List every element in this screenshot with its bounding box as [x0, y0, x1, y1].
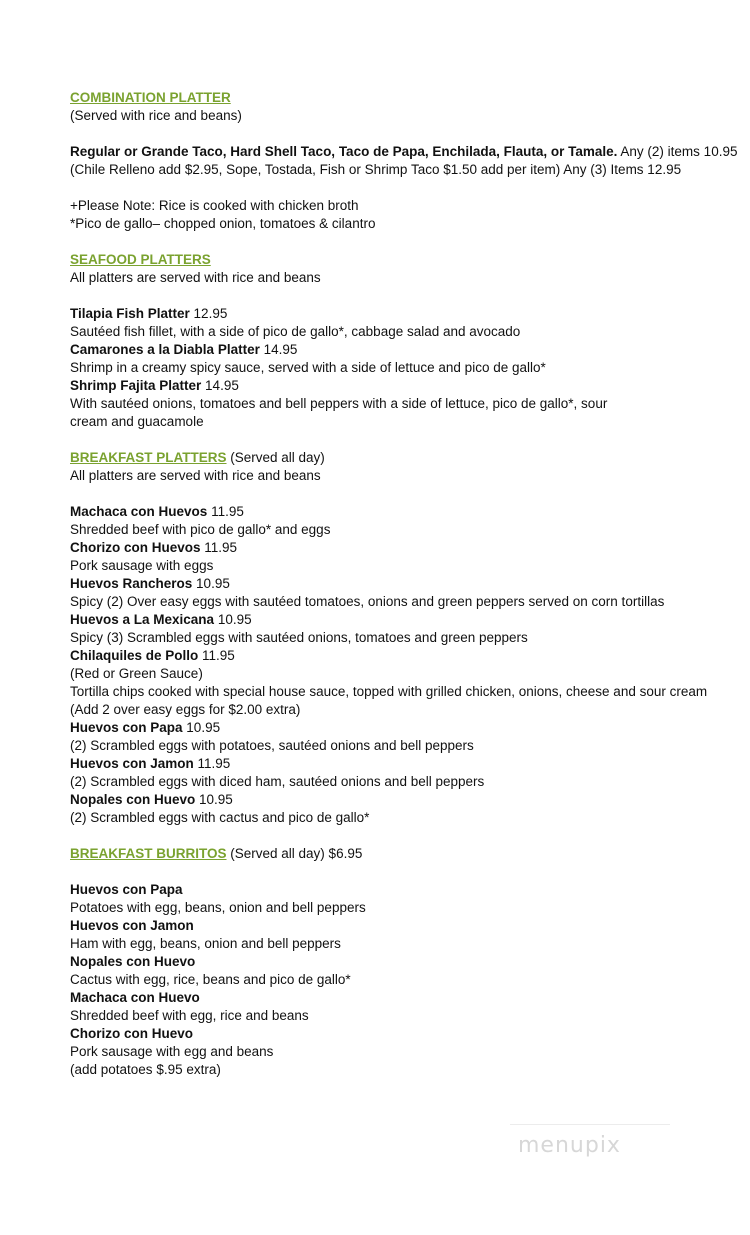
- item-description: (2) Scrambled eggs with cactus and pico de gallo*: [70, 810, 370, 825]
- breakfast-platters-heading: BREAKFAST PLATTERS: [70, 450, 227, 465]
- seafood-heading: SEAFOOD PLATTERS: [70, 252, 211, 267]
- breakfast-burritos-section: [70, 845, 710, 1079]
- menu-item: [70, 719, 710, 755]
- item-description: Ham with egg, beans, onion and bell peppers: [70, 936, 341, 951]
- item-description: (2) Scrambled eggs with potatoes, sautéed onions and bell peppers: [70, 738, 474, 753]
- item-price: 10.95: [214, 612, 252, 627]
- breakfast-platters-subtitle: All platters are served with rice and beans: [70, 468, 321, 483]
- item-price: 10.95: [195, 792, 233, 807]
- seafood-section: [70, 251, 710, 431]
- item-name: Chorizo con Huevo: [70, 1026, 194, 1041]
- item-name: Machaca con Huevos: [70, 504, 208, 519]
- item-price: 14.95: [201, 378, 239, 393]
- seafood-subtitle: All platters are served with rice and beans: [70, 270, 321, 285]
- menu-item: [70, 1025, 710, 1061]
- item-price: 11.95: [200, 540, 238, 555]
- item-name: Machaca con Huevo: [70, 990, 200, 1005]
- item-price: 11.95: [198, 648, 235, 663]
- menu-item: [70, 575, 710, 611]
- menu-item: [70, 917, 710, 953]
- breakfast-platters-section: [70, 449, 710, 827]
- combination-section: [70, 89, 738, 233]
- menu-item: [70, 647, 710, 719]
- breakfast-platters-note: (Served all day): [226, 450, 325, 465]
- menu-item: [70, 791, 710, 827]
- item-name: Huevos con Papa: [70, 720, 183, 735]
- combination-items: [70, 143, 738, 161]
- menupix-watermark: [510, 1124, 670, 1171]
- item-price: 10.95: [182, 720, 221, 735]
- item-name: Huevos Rancheros: [70, 576, 193, 591]
- item-description: Sautéed fish fillet, with a side of pico de gallo*, cabbage salad and avocado: [70, 324, 521, 339]
- combination-subtitle: (Served with rice and beans): [70, 108, 242, 123]
- pico-note: *Pico de gallo– chopped onion, tomatoes & cilantro: [70, 216, 376, 231]
- item-description: With sautéed onions, tomatoes and bell peppers with a side of lettuce, pico de gallo*, sour cream and guacamole: [70, 396, 608, 429]
- item-name: Camarones a la Diabla Platter: [70, 342, 260, 357]
- menu-item: [70, 539, 710, 575]
- menu-item: [70, 377, 710, 431]
- item-description: Tortilla chips cooked with special house sauce, topped with grilled chicken, onions, cheese and sour cream: [70, 684, 708, 699]
- menu-item: [70, 989, 710, 1025]
- menu-item: [70, 953, 710, 989]
- menu-item: [70, 755, 710, 791]
- item-price: 11.95: [207, 504, 244, 519]
- menu-page: [70, 89, 738, 1079]
- item-price: 14.95: [259, 342, 298, 357]
- item-name: Huevos con Jamon: [70, 918, 194, 933]
- item-description: Shredded beef with egg, rice and beans: [70, 1008, 309, 1023]
- item-price: 12.95: [189, 306, 228, 321]
- combination-items-bold: Regular or Grande Taco, Hard Shell Taco, Taco de Papa, Enchilada, Flauta, or Tamale.: [70, 144, 618, 159]
- breakfast-burritos-heading: BREAKFAST BURRITOS: [70, 846, 227, 861]
- rice-note: +Please Note: Rice is cooked with chicken broth: [70, 198, 359, 213]
- menu-item: [70, 305, 710, 341]
- item-description: Shredded beef with pico de gallo* and eggs: [70, 522, 331, 537]
- item-price: 10.95: [192, 576, 230, 591]
- item-name: Nopales con Huevo: [70, 954, 196, 969]
- menu-item: [70, 611, 710, 647]
- item-description: Shrimp in a creamy spicy sauce, served with a side of lettuce and pico de gallo*: [70, 360, 546, 375]
- breakfast-burritos-note: (Served all day) $6.95: [226, 846, 363, 861]
- item-name: Nopales con Huevo: [70, 792, 196, 807]
- item-description: Spicy (2) Over easy eggs with sautéed tomatoes, onions and green peppers served on corn tortillas: [70, 594, 665, 609]
- menu-item: [70, 503, 710, 539]
- item-name: Huevos a La Mexicana: [70, 612, 215, 627]
- item-extra-note: (Add 2 over easy eggs for $2.00 extra): [70, 702, 301, 717]
- item-sauce-note: (Red or Green Sauce): [70, 666, 203, 681]
- burritos-potato-note: (add potatoes $.95 extra): [70, 1062, 221, 1077]
- item-name: Chorizo con Huevos: [70, 540, 201, 555]
- item-name: Chilaquiles de Pollo: [70, 648, 199, 663]
- item-name: Huevos con Jamon: [70, 756, 194, 771]
- menu-item: [70, 341, 710, 377]
- item-description: Potatoes with egg, beans, onion and bell peppers: [70, 900, 366, 915]
- item-description: Pork sausage with eggs: [70, 558, 214, 573]
- item-description: Spicy (3) Scrambled eggs with sautéed onions, tomatoes and green peppers: [70, 630, 528, 645]
- item-name: Huevos con Papa: [70, 882, 183, 897]
- item-description: Cactus with egg, rice, beans and pico de gallo*: [70, 972, 351, 987]
- watermark-text: menupix: [518, 1133, 621, 1158]
- menu-item: [70, 881, 710, 917]
- item-description: Pork sausage with egg and beans: [70, 1044, 274, 1059]
- combination-extra: (Chile Relleno add $2.95, Sope, Tostada, Fish or Shrimp Taco $1.50 add per item) Any (3) Items 12.95: [70, 162, 682, 177]
- combination-heading: COMBINATION PLATTER: [70, 90, 231, 105]
- item-price: 11.95: [193, 756, 231, 771]
- item-name: Shrimp Fajita Platter: [70, 378, 202, 393]
- item-name: Tilapia Fish Platter: [70, 306, 190, 321]
- item-description: (2) Scrambled eggs with diced ham, sautéed onions and bell peppers: [70, 774, 485, 789]
- combination-items-price: Any (2) items 10.95: [617, 144, 738, 159]
